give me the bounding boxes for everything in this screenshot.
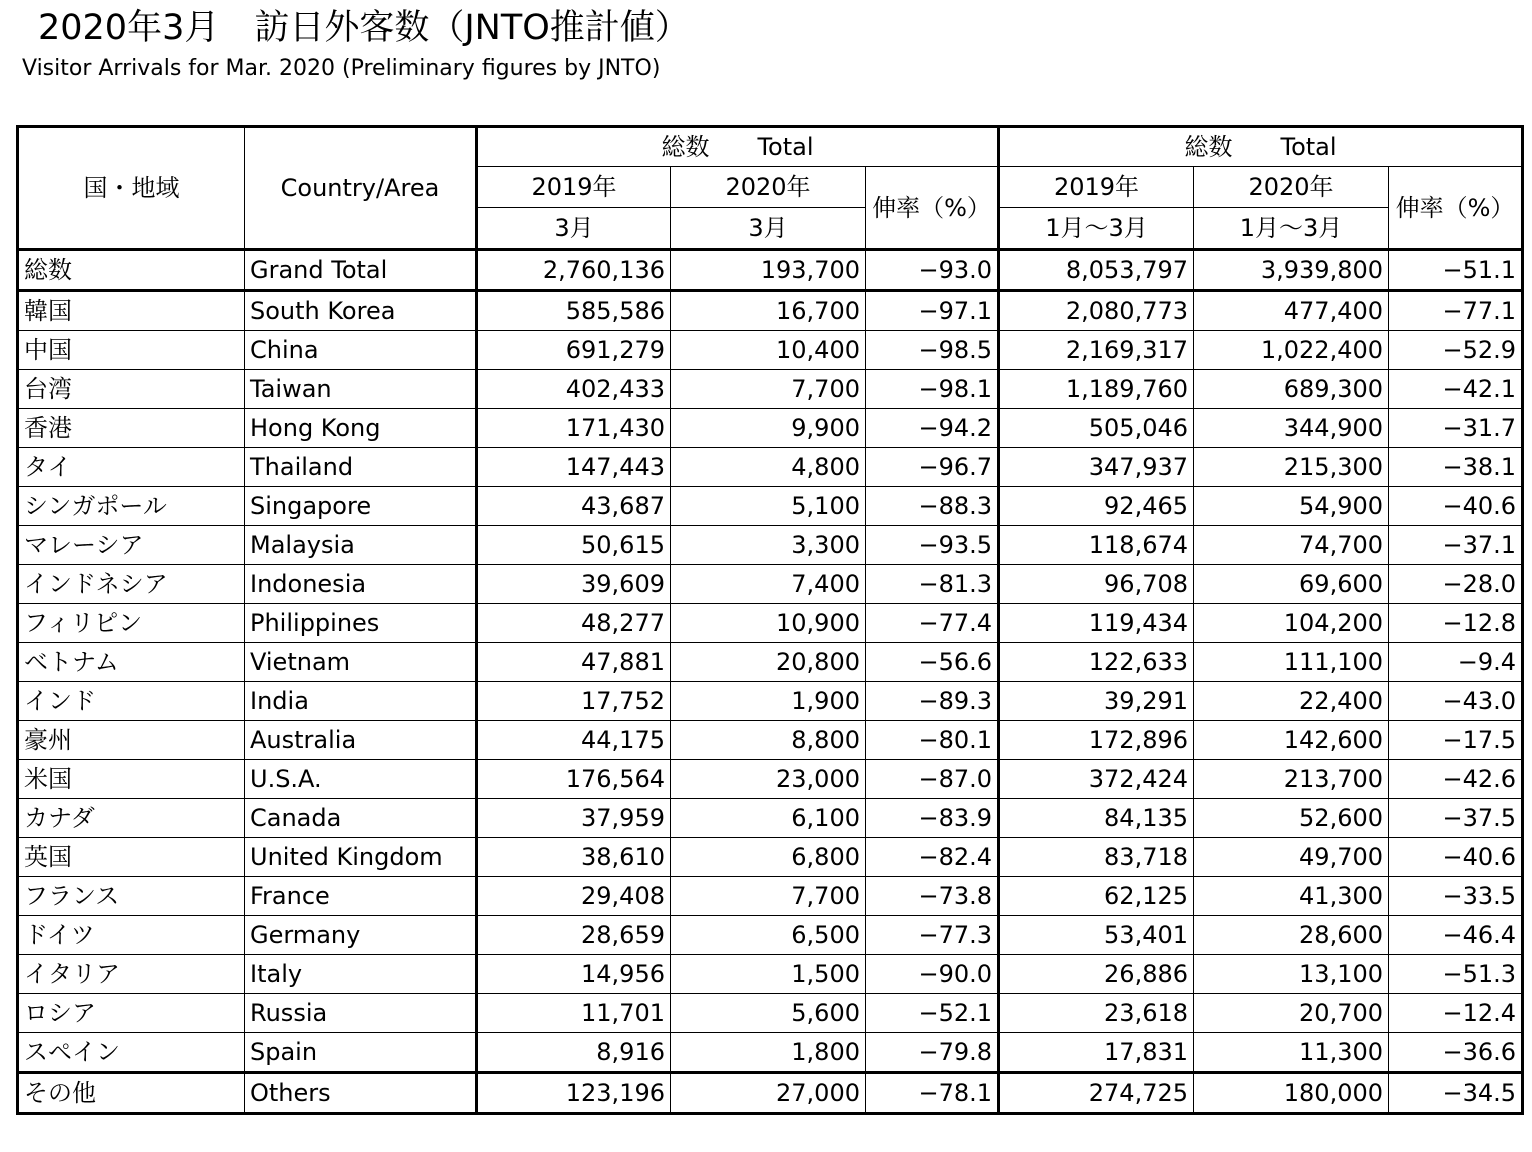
cell-country-ja: 中国 xyxy=(18,331,245,370)
cell-country-en: Hong Kong xyxy=(245,409,477,448)
header-country-ja: 国・地域 xyxy=(18,127,245,250)
header-ytd-rate: 伸率（%） xyxy=(1389,167,1523,250)
cell-ytd-2020: 74,700 xyxy=(1194,526,1389,565)
table-row xyxy=(18,370,1523,409)
cell-mar-rate: −90.0 xyxy=(866,955,999,994)
cell-mar-rate: −87.0 xyxy=(866,760,999,799)
table-row xyxy=(18,487,1523,526)
cell-mar-2019: 171,430 xyxy=(477,409,671,448)
cell-country-ja: ドイツ xyxy=(18,916,245,955)
cell-ytd-rate: −46.4 xyxy=(1389,916,1523,955)
cell-mar-rate: −79.8 xyxy=(866,1033,999,1073)
cell-ytd-2020: 215,300 xyxy=(1194,448,1389,487)
cell-country-ja: ベトナム xyxy=(18,643,245,682)
cell-mar-2020: 5,100 xyxy=(671,487,866,526)
cell-country-en: Germany xyxy=(245,916,477,955)
cell-ytd-2019: 372,424 xyxy=(999,760,1194,799)
cell-ytd-2020: 1,022,400 xyxy=(1194,331,1389,370)
cell-mar-2020: 9,900 xyxy=(671,409,866,448)
cell-ytd-rate: −33.5 xyxy=(1389,877,1523,916)
cell-ytd-rate: −40.6 xyxy=(1389,487,1523,526)
cell-mar-2020: 10,900 xyxy=(671,604,866,643)
cell-mar-2019: 39,609 xyxy=(477,565,671,604)
cell-mar-2019: 29,408 xyxy=(477,877,671,916)
cell-mar-rate: −77.3 xyxy=(866,916,999,955)
cell-mar-rate: −82.4 xyxy=(866,838,999,877)
cell-country-en: Canada xyxy=(245,799,477,838)
cell-ytd-2019: 347,937 xyxy=(999,448,1194,487)
cell-ytd-rate: −42.1 xyxy=(1389,370,1523,409)
cell-country-ja: 韓国 xyxy=(18,291,245,331)
cell-country-en: Others xyxy=(245,1073,477,1114)
table-row xyxy=(18,799,1523,838)
table-body xyxy=(18,250,1523,1114)
cell-country-ja: その他 xyxy=(18,1073,245,1114)
cell-ytd-rate: −51.3 xyxy=(1389,955,1523,994)
cell-mar-2019: 28,659 xyxy=(477,916,671,955)
cell-ytd-rate: −51.1 xyxy=(1389,250,1523,291)
cell-country-ja: インド xyxy=(18,682,245,721)
cell-ytd-rate: −31.7 xyxy=(1389,409,1523,448)
cell-mar-2019: 123,196 xyxy=(477,1073,671,1114)
table-row xyxy=(18,682,1523,721)
cell-mar-rate: −80.1 xyxy=(866,721,999,760)
cell-mar-rate: −52.1 xyxy=(866,994,999,1033)
cell-mar-rate: −97.1 xyxy=(866,291,999,331)
header-2019-ytd-months: 1月～3月 xyxy=(999,208,1194,250)
cell-ytd-2020: 49,700 xyxy=(1194,838,1389,877)
cell-country-en: Malaysia xyxy=(245,526,477,565)
cell-country-ja: ロシア xyxy=(18,994,245,1033)
cell-mar-2019: 43,687 xyxy=(477,487,671,526)
cell-mar-2019: 176,564 xyxy=(477,760,671,799)
cell-mar-2020: 6,500 xyxy=(671,916,866,955)
cell-mar-rate: −93.5 xyxy=(866,526,999,565)
cell-ytd-rate: −43.0 xyxy=(1389,682,1523,721)
cell-ytd-2019: 84,135 xyxy=(999,799,1194,838)
cell-country-en: China xyxy=(245,331,477,370)
cell-country-ja: フィリピン xyxy=(18,604,245,643)
page-subtitle: Visitor Arrivals for Mar. 2020 (Preliminary figures by JNTO) xyxy=(22,56,661,81)
cell-mar-2019: 691,279 xyxy=(477,331,671,370)
cell-country-en: Australia xyxy=(245,721,477,760)
table-row xyxy=(18,994,1523,1033)
cell-mar-2020: 1,900 xyxy=(671,682,866,721)
header-2020-ytd xyxy=(1194,167,1389,208)
cell-country-en: Singapore xyxy=(245,487,477,526)
cell-mar-2019: 48,277 xyxy=(477,604,671,643)
cell-ytd-2020: 41,300 xyxy=(1194,877,1389,916)
cell-ytd-2019: 62,125 xyxy=(999,877,1194,916)
header-2019-mar-year: 2019年 xyxy=(531,173,617,201)
cell-mar-rate: −89.3 xyxy=(866,682,999,721)
cell-country-en: Indonesia xyxy=(245,565,477,604)
cell-country-en: Thailand xyxy=(245,448,477,487)
cell-country-ja: スペイン xyxy=(18,1033,245,1073)
cell-country-ja: 台湾 xyxy=(18,370,245,409)
cell-ytd-2020: 52,600 xyxy=(1194,799,1389,838)
cell-country-en: India xyxy=(245,682,477,721)
cell-ytd-2020: 3,939,800 xyxy=(1194,250,1389,291)
cell-ytd-rate: −77.1 xyxy=(1389,291,1523,331)
cell-mar-rate: −93.0 xyxy=(866,250,999,291)
cell-mar-rate: −73.8 xyxy=(866,877,999,916)
cell-ytd-2019: 23,618 xyxy=(999,994,1194,1033)
cell-mar-2020: 8,800 xyxy=(671,721,866,760)
cell-mar-2019: 11,701 xyxy=(477,994,671,1033)
cell-mar-2019: 8,916 xyxy=(477,1033,671,1073)
cell-ytd-2019: 92,465 xyxy=(999,487,1194,526)
cell-mar-2020: 7,700 xyxy=(671,877,866,916)
table-row xyxy=(18,448,1523,487)
cell-mar-2019: 147,443 xyxy=(477,448,671,487)
cell-country-en: South Korea xyxy=(245,291,477,331)
cell-mar-2019: 2,760,136 xyxy=(477,250,671,291)
cell-ytd-2020: 28,600 xyxy=(1194,916,1389,955)
cell-country-en: Vietnam xyxy=(245,643,477,682)
cell-ytd-2019: 1,189,760 xyxy=(999,370,1194,409)
cell-country-en: Italy xyxy=(245,955,477,994)
cell-mar-2020: 3,300 xyxy=(671,526,866,565)
cell-country-en: Philippines xyxy=(245,604,477,643)
header-month-rate: 伸率（%） xyxy=(866,167,999,250)
cell-mar-2020: 7,700 xyxy=(671,370,866,409)
cell-mar-2019: 402,433 xyxy=(477,370,671,409)
cell-mar-2020: 193,700 xyxy=(671,250,866,291)
table-row xyxy=(18,409,1523,448)
cell-country-ja: 豪州 xyxy=(18,721,245,760)
cell-country-ja: シンガポール xyxy=(18,487,245,526)
header-2020-ytd-months: 1月～3月 xyxy=(1194,208,1389,250)
cell-ytd-2020: 104,200 xyxy=(1194,604,1389,643)
table-row xyxy=(18,838,1523,877)
visitor-arrivals-table xyxy=(16,125,1524,1115)
cell-ytd-2019: 274,725 xyxy=(999,1073,1194,1114)
header-2019-mar xyxy=(477,167,671,208)
cell-ytd-2020: 13,100 xyxy=(1194,955,1389,994)
cell-ytd-rate: −42.6 xyxy=(1389,760,1523,799)
cell-mar-2020: 4,800 xyxy=(671,448,866,487)
cell-ytd-2019: 172,896 xyxy=(999,721,1194,760)
cell-mar-rate: −78.1 xyxy=(866,1073,999,1114)
header-2019-ytd-year: 2019年 xyxy=(1053,173,1140,201)
header-2020-mar-year: 2020年 xyxy=(725,173,811,201)
cell-country-ja: 米国 xyxy=(18,760,245,799)
grand-total-row xyxy=(18,250,1523,291)
header-country-en: Country/Area xyxy=(245,127,477,250)
cell-ytd-rate: −36.6 xyxy=(1389,1033,1523,1073)
cell-ytd-2019: 122,633 xyxy=(999,643,1194,682)
cell-mar-2020: 16,700 xyxy=(671,291,866,331)
cell-ytd-2019: 505,046 xyxy=(999,409,1194,448)
cell-mar-2020: 6,100 xyxy=(671,799,866,838)
cell-ytd-2020: 180,000 xyxy=(1194,1073,1389,1114)
cell-country-ja: イタリア xyxy=(18,955,245,994)
cell-mar-rate: −81.3 xyxy=(866,565,999,604)
cell-ytd-rate: −38.1 xyxy=(1389,448,1523,487)
cell-country-ja: カナダ xyxy=(18,799,245,838)
cell-ytd-2020: 213,700 xyxy=(1194,760,1389,799)
cell-country-en: France xyxy=(245,877,477,916)
cell-country-en: U.S.A. xyxy=(245,760,477,799)
cell-country-en: United Kingdom xyxy=(245,838,477,877)
cell-ytd-2019: 2,169,317 xyxy=(999,331,1194,370)
cell-country-ja: 総数 xyxy=(18,250,245,291)
cell-mar-rate: −98.5 xyxy=(866,331,999,370)
cell-country-ja: 英国 xyxy=(18,838,245,877)
table-row xyxy=(18,760,1523,799)
cell-mar-2019: 50,615 xyxy=(477,526,671,565)
cell-mar-2019: 14,956 xyxy=(477,955,671,994)
cell-ytd-2019: 118,674 xyxy=(999,526,1194,565)
cell-ytd-2019: 26,886 xyxy=(999,955,1194,994)
cell-ytd-rate: −34.5 xyxy=(1389,1073,1523,1114)
cell-ytd-2020: 22,400 xyxy=(1194,682,1389,721)
cell-mar-rate: −88.3 xyxy=(866,487,999,526)
table-row xyxy=(18,1073,1523,1114)
table-row xyxy=(18,331,1523,370)
cell-country-ja: フランス xyxy=(18,877,245,916)
cell-mar-2019: 17,752 xyxy=(477,682,671,721)
cell-ytd-rate: −12.8 xyxy=(1389,604,1523,643)
cell-mar-rate: −56.6 xyxy=(866,643,999,682)
cell-mar-2019: 47,881 xyxy=(477,643,671,682)
cell-ytd-2020: 20,700 xyxy=(1194,994,1389,1033)
header-group-ytd: 総数 Total xyxy=(999,127,1523,167)
cell-ytd-2020: 689,300 xyxy=(1194,370,1389,409)
cell-country-ja: マレーシア xyxy=(18,526,245,565)
cell-mar-2020: 23,000 xyxy=(671,760,866,799)
cell-mar-2020: 10,400 xyxy=(671,331,866,370)
cell-ytd-rate: −12.4 xyxy=(1389,994,1523,1033)
cell-ytd-rate: −52.9 xyxy=(1389,331,1523,370)
cell-ytd-rate: −28.0 xyxy=(1389,565,1523,604)
cell-mar-2019: 38,610 xyxy=(477,838,671,877)
cell-mar-rate: −77.4 xyxy=(866,604,999,643)
cell-mar-2020: 1,500 xyxy=(671,955,866,994)
table-header xyxy=(18,127,1523,250)
cell-ytd-2019: 39,291 xyxy=(999,682,1194,721)
header-group-month: 総数 Total xyxy=(477,127,999,167)
page-title: 2020年3月 訪日外客数（JNTO推計値） xyxy=(38,8,690,48)
table-row xyxy=(18,877,1523,916)
table-row xyxy=(18,916,1523,955)
header-2020-mar-month: 3月 xyxy=(671,208,866,250)
cell-mar-2019: 44,175 xyxy=(477,721,671,760)
cell-ytd-2020: 54,900 xyxy=(1194,487,1389,526)
cell-country-en: Taiwan xyxy=(245,370,477,409)
cell-country-en: Grand Total xyxy=(245,250,477,291)
cell-ytd-2020: 142,600 xyxy=(1194,721,1389,760)
cell-ytd-2020: 11,300 xyxy=(1194,1033,1389,1073)
cell-ytd-2019: 2,080,773 xyxy=(999,291,1194,331)
cell-mar-rate: −96.7 xyxy=(866,448,999,487)
table-row xyxy=(18,604,1523,643)
table-row xyxy=(18,955,1523,994)
table-row xyxy=(18,291,1523,331)
cell-ytd-rate: −37.1 xyxy=(1389,526,1523,565)
cell-ytd-2019: 119,434 xyxy=(999,604,1194,643)
cell-mar-2020: 27,000 xyxy=(671,1073,866,1114)
cell-mar-rate: −94.2 xyxy=(866,409,999,448)
cell-mar-2020: 6,800 xyxy=(671,838,866,877)
cell-ytd-rate: −40.6 xyxy=(1389,838,1523,877)
table-row xyxy=(18,526,1523,565)
cell-mar-2020: 1,800 xyxy=(671,1033,866,1073)
cell-ytd-2020: 344,900 xyxy=(1194,409,1389,448)
cell-ytd-2019: 8,053,797 xyxy=(999,250,1194,291)
cell-ytd-2019: 96,708 xyxy=(999,565,1194,604)
cell-ytd-2019: 83,718 xyxy=(999,838,1194,877)
table-row xyxy=(18,721,1523,760)
cell-country-ja: 香港 xyxy=(18,409,245,448)
table-row xyxy=(18,565,1523,604)
cell-ytd-2019: 53,401 xyxy=(999,916,1194,955)
cell-country-en: Russia xyxy=(245,994,477,1033)
cell-ytd-2019: 17,831 xyxy=(999,1033,1194,1073)
cell-ytd-rate: −37.5 xyxy=(1389,799,1523,838)
cell-ytd-2020: 111,100 xyxy=(1194,643,1389,682)
cell-mar-2019: 585,586 xyxy=(477,291,671,331)
cell-mar-2020: 20,800 xyxy=(671,643,866,682)
header-2020-mar xyxy=(671,167,866,208)
cell-country-ja: インドネシア xyxy=(18,565,245,604)
header-2019-mar-month: 3月 xyxy=(477,208,671,250)
cell-mar-2020: 7,400 xyxy=(671,565,866,604)
cell-country-ja: タイ xyxy=(18,448,245,487)
cell-mar-2019: 37,959 xyxy=(477,799,671,838)
cell-ytd-2020: 69,600 xyxy=(1194,565,1389,604)
table-row xyxy=(18,1033,1523,1073)
cell-ytd-2020: 477,400 xyxy=(1194,291,1389,331)
cell-mar-rate: −83.9 xyxy=(866,799,999,838)
cell-ytd-rate: −9.4 xyxy=(1389,643,1523,682)
cell-mar-2020: 5,600 xyxy=(671,994,866,1033)
cell-country-en: Spain xyxy=(245,1033,477,1073)
table-row xyxy=(18,643,1523,682)
cell-ytd-rate: −17.5 xyxy=(1389,721,1523,760)
header-2020-ytd-year: 2020年 xyxy=(1248,173,1334,201)
header-2019-ytd xyxy=(999,167,1194,208)
cell-mar-rate: −98.1 xyxy=(866,370,999,409)
